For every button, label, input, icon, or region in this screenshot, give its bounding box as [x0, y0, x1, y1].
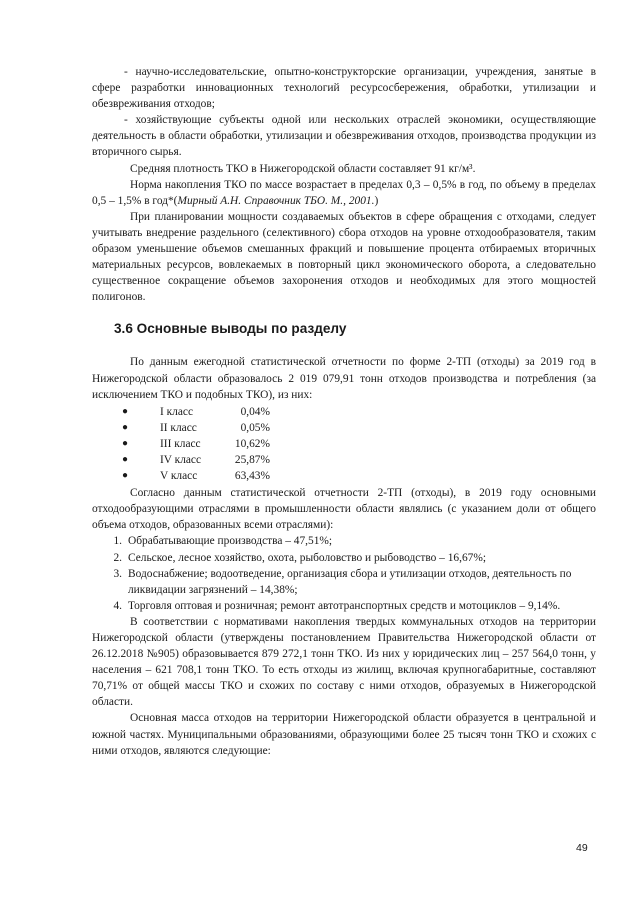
paragraph-norms: В соответствии с нормативами накопления твердых коммунальных отходов на территории Нижегородской области (утверждены постановлением Правительства Нижегородской области от 26.12.2018 №905) образовывается 879 272,1 тонн ТКО. Из них у юридических лиц – 257 564,0 тонн, у населения – 621 708,1 тонн ТКО. То есть отходы из жилищ, включая крупногабаритные, составляют 70,71% от общей массы ТКО и схожих по составу с ними отходов, образуемых в Нижегородской области. — [92, 615, 596, 709]
paragraph-density: Средняя плотность ТКО в Нижегородской области составляет 91 кг/м³. — [130, 162, 476, 175]
norm-citation: Мирный А.Н. Справочник ТБО. М., 2001. — [177, 194, 375, 207]
bullet-icon: ● — [122, 405, 129, 417]
sector-list — [92, 533, 596, 613]
item-text: Водоснабжение; водоотведение, организация сбора и утилизации отходов, деятельность по ликвидации загрязнений – 14,38%; — [128, 567, 572, 596]
item-text: Сельское, лесное хозяйство, охота, рыболовство и рыбоводство – 16,67%; — [128, 551, 486, 564]
norm-close: ) — [374, 194, 379, 207]
class-value: 63,43% — [234, 470, 270, 483]
list-item — [92, 533, 596, 549]
list-item — [122, 420, 596, 436]
class-name: I класс — [160, 405, 194, 418]
paragraph-norm — [92, 177, 596, 209]
class-value: 10,62% — [234, 437, 270, 450]
paragraph-planning: При планировании мощности создаваемых объектов в сфере обращения с отходами, следует учитывать внедрение раздельного (селективного) сбора отходов на уровне отходообразователя, таким образом уменьшение объемов смешанных фракций и повышение процента отбираемых вторичных материальных ресурсов, вовлекаемых в повторный цикл экономического оборота, а следовательно существенное сокращение объемов захоронения отходов и необходимых для этого мощностей полигонов. — [92, 210, 596, 304]
list-item — [122, 468, 596, 484]
list-item — [122, 404, 596, 420]
item-text: Торговля оптовая и розничная; ремонт автотранспортных средств и мотоциклов – 9,14%. — [128, 599, 561, 612]
list-item — [122, 436, 596, 452]
bullet-icon: ● — [122, 421, 129, 433]
section-heading: 3.6 Основные выводы по разделу — [114, 321, 347, 337]
paragraph-sectors-intro: Согласно данным статистической отчетности 2-ТП (отходы), в 2019 году основными отходообразующими отраслями в промышленности области являлись (с указанием доли от общего объема отходов, образованных всеми отраслями): — [92, 487, 596, 532]
list-item — [92, 566, 596, 598]
class-name: IV класс — [160, 453, 202, 466]
hazard-class-list — [92, 404, 596, 484]
document-page — [92, 64, 596, 759]
item-number: 1. — [113, 535, 122, 548]
paragraph-stats-intro: По данным ежегодной статистической отчетности по форме 2-ТП (отходы) за 2019 год в Нижегородской области образовалось 2 019 079,91 тонн отходов производства и потребления (за исключением ТКО и подобных ТКО), из них: — [92, 356, 596, 401]
norm-text: Норма накопления ТКО по массе возрастает в пределах 0,3 – 0,5% в год, по объему в пределах 0,5 – 1,5% в год*( — [92, 178, 596, 207]
paragraph-economic-entities: - хозяйствующие субъекты одной или нескольких отраслей экономики, осуществляющие деятельность в области обработки, утилизации и обезвреживания отходов, производства продукции из вторичного сырья. — [92, 114, 596, 159]
item-number: 4. — [113, 599, 122, 612]
class-value: 0,05% — [240, 421, 270, 434]
class-name: II класс — [160, 421, 197, 434]
class-name: V класс — [160, 470, 198, 483]
bullet-icon: ● — [122, 437, 129, 449]
class-value: 25,87% — [234, 453, 270, 466]
item-number: 3. — [113, 567, 122, 580]
page-number: 49 — [576, 842, 588, 854]
list-item — [92, 598, 596, 614]
paragraph-final: Основная масса отходов на территории Нижегородской области образуется в центральной и южной частях. Муниципальными образованиями, образующими более 25 тысяч тонн ТКО и схожих с ними отходов, являются следующие: — [92, 712, 596, 757]
class-name: III класс — [160, 437, 201, 450]
class-value: 0,04% — [240, 405, 270, 418]
item-number: 2. — [113, 551, 122, 564]
list-item — [92, 550, 596, 566]
bullet-icon: ● — [122, 453, 129, 465]
paragraph-research-orgs: - научно-исследовательские, опытно-конструкторские организации, учреждения, занятые в сфере разработки инновационных технологий ресурсосбережения, обработки, утилизации и обезвреживания отходов; — [92, 66, 596, 111]
bullet-icon: ● — [122, 470, 129, 482]
list-item — [122, 452, 596, 468]
item-text: Обрабатывающие производства – 47,51%; — [128, 535, 333, 548]
